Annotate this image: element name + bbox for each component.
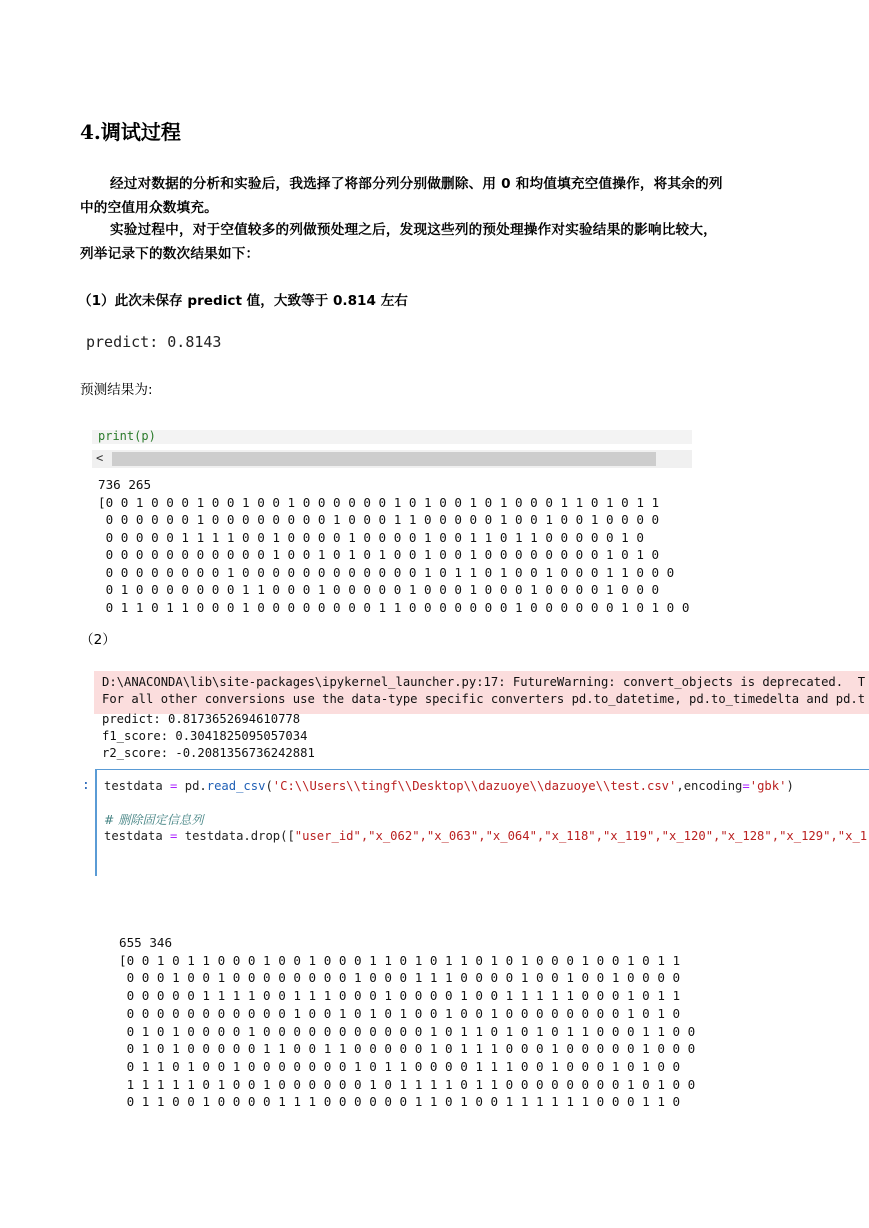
result-label: 预测结果为: bbox=[80, 382, 153, 398]
paragraph-line: 经过对数据的分析和实验后，我选择了将部分列分别做删除、用 0 和均值填充空值操作，将其余的列 bbox=[110, 176, 723, 192]
paragraph-line: 列举记录下的数次结果如下： bbox=[80, 246, 260, 262]
output-line: 0 0 0 0 0 0 1 0 0 0 0 0 0 0 0 1 0 0 0 1 1 0 0 0 0 0 1 0 0 1 0 0 1 0 0 0 0 bbox=[98, 512, 660, 527]
horizontal-scrollbar[interactable] bbox=[92, 450, 692, 468]
notebook-output-screenshot-2 bbox=[112, 934, 744, 1120]
output-line: 0 0 0 0 0 0 0 0 0 0 0 1 0 0 1 0 1 0 1 0 0 1 0 0 1 0 0 0 0 0 0 0 0 1 0 1 0 bbox=[98, 547, 660, 562]
output-line: 0 0 0 0 0 0 0 0 0 0 0 1 0 0 1 0 1 0 1 0 0 1 0 0 1 0 0 0 0 0 0 0 0 1 0 1 0 bbox=[119, 1005, 681, 1021]
section-heading: 4.调试过程 bbox=[80, 120, 181, 144]
output-line: 0 1 0 0 0 0 0 0 0 1 1 0 0 0 1 0 0 0 0 0 1 0 0 0 1 0 0 0 1 0 0 0 0 1 0 0 0 bbox=[98, 582, 660, 597]
output-line: 655 346 bbox=[119, 935, 173, 950]
output-line: 0 0 0 0 0 1 1 1 1 0 0 1 0 0 0 0 1 0 0 0 0 1 0 0 1 1 0 1 1 0 0 0 0 0 1 0 bbox=[98, 529, 644, 545]
paragraph-experiment bbox=[80, 218, 800, 266]
paragraph-line: 实验过程中，对于空值较多的列做预处理之后，发现这些列的预处理操作对实验结果的影响比较大， bbox=[110, 222, 717, 238]
code-line: testdata = testdata.drop(["user_id","x_062","x_063","x_064","x_118","x_119","x_120","x_128","x_129","x_1 bbox=[104, 829, 868, 843]
code-line: testdata = pd.read_csv('C:\\Users\\tingf\\Desktop\\dazuoye\\dazuoye\\test.csv',encoding='gbk') bbox=[104, 779, 794, 793]
output-line: [0 0 1 0 0 0 1 0 0 1 0 0 1 0 0 0 0 0 0 1 0 1 0 0 1 0 1 0 0 0 1 1 0 1 0 1 1 bbox=[98, 494, 660, 510]
output-line: 0 1 1 0 1 1 0 0 0 1 0 0 0 0 0 0 0 0 1 1 0 0 0 0 0 0 0 1 0 0 0 0 0 0 1 0 1 0 0 bbox=[98, 599, 690, 615]
warning-output bbox=[94, 671, 869, 714]
code-comment: # 删除固定信息列 bbox=[104, 813, 204, 827]
output-line: r2_score: -0.2081356736242881 bbox=[102, 746, 315, 760]
output-line: 0 1 1 0 0 1 0 0 0 0 1 1 1 0 0 0 0 0 0 1 1 0 1 0 0 1 1 1 1 1 1 0 0 0 1 1 0 bbox=[119, 1094, 681, 1110]
predict-line: predict: 0.8143 bbox=[86, 333, 222, 351]
output-line: 0 0 0 0 0 0 0 0 1 0 0 0 0 0 0 0 0 0 0 0 0 1 0 1 1 0 1 0 0 1 0 0 0 1 1 0 0 0 bbox=[98, 564, 675, 580]
code-line: print(p) bbox=[92, 430, 692, 444]
step1-title: （1）此次未保存 predict 值，大致等于 0.814 左右 bbox=[78, 293, 408, 309]
paragraph-line: 中的空值用众数填充。 bbox=[80, 200, 218, 216]
notebook-output-screenshot-1 bbox=[92, 430, 692, 618]
output-text bbox=[119, 934, 695, 1111]
output-line: 736 265 bbox=[98, 477, 152, 492]
output-line: 0 1 0 1 0 0 0 0 0 1 1 0 0 1 1 0 0 0 0 0 1 0 1 1 1 0 0 0 1 0 0 0 0 0 1 0 0 0 bbox=[119, 1041, 696, 1057]
step2-title: （2） bbox=[80, 632, 116, 648]
code-cell[interactable] bbox=[95, 769, 869, 876]
warning-line: D:\ANACONDA\lib\site-packages\ipykernel_launcher.py:17: FutureWarning: convert_objects is deprecated. T bbox=[102, 675, 866, 689]
output-line: [0 0 1 0 1 1 0 0 0 1 0 0 1 0 0 0 1 1 0 1 0 1 1 0 1 0 1 0 0 0 1 0 0 1 0 1 1 bbox=[119, 952, 681, 968]
output-line: 0 0 0 1 0 0 1 0 0 0 0 0 0 0 0 1 0 0 0 1 1 1 0 0 0 0 1 0 0 1 0 0 1 0 0 0 0 bbox=[119, 970, 681, 986]
paragraph-analysis bbox=[80, 172, 800, 220]
metrics-output bbox=[102, 711, 315, 762]
output-text bbox=[98, 476, 689, 616]
output-line: 0 1 0 1 0 0 0 0 1 0 0 0 0 0 0 0 0 0 0 0 1 0 1 1 0 1 0 1 0 1 1 0 0 0 1 1 0 0 bbox=[119, 1023, 696, 1039]
output-line: 0 0 0 0 0 1 1 1 1 0 0 1 1 1 0 0 0 1 0 0 0 0 1 0 0 1 1 1 1 1 0 0 0 1 0 1 1 bbox=[119, 988, 681, 1004]
scroll-left-icon[interactable]: < bbox=[96, 451, 104, 465]
output-line: 0 1 1 0 1 0 0 1 0 0 0 0 0 0 0 1 0 1 1 0 0 0 0 1 1 1 0 0 1 0 0 0 1 0 1 0 0 bbox=[119, 1058, 681, 1074]
scroll-thumb[interactable] bbox=[112, 452, 656, 466]
output-line: predict: 0.8173652694610778 bbox=[102, 712, 301, 726]
output-line: f1_score: 0.3041825095057034 bbox=[102, 729, 308, 743]
cell-prompt: : bbox=[82, 778, 90, 793]
output-line: 1 1 1 1 1 0 1 0 0 1 0 0 0 0 0 0 1 0 1 1 1 1 0 1 1 0 0 0 0 0 0 0 0 1 0 1 0 0 bbox=[119, 1076, 696, 1092]
warning-line: For all other conversions use the data-type specific converters pd.to_datetime, pd.to_timedelta and pd.t bbox=[102, 692, 866, 706]
